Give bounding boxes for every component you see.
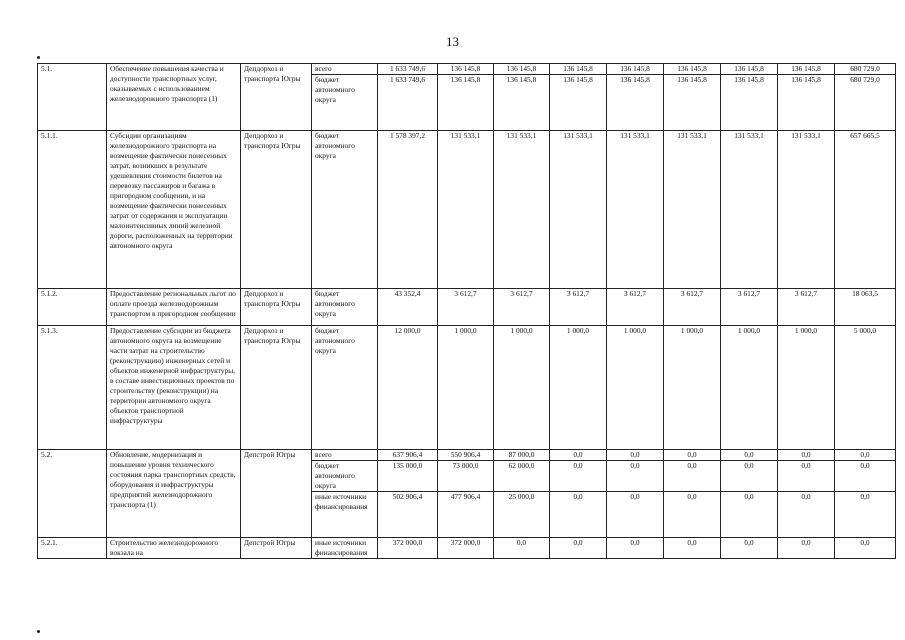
row-name: Предоставление региональных льгот по оплате проезда железнодорожным транспортом в пригородном сообщении [107, 288, 241, 325]
row-code: 5.1.1. [38, 130, 107, 288]
value-cell: 0,0 [721, 449, 778, 460]
value-cell: 0,0 [664, 460, 721, 491]
value-cell: 372 000,0 [378, 537, 438, 558]
value-cell: 0,0 [664, 537, 721, 558]
value-cell: 372 000,0 [438, 537, 494, 558]
row-executor: Депдорхоз и транспорта Югры [241, 288, 312, 325]
row-executor: Депстрой Югры [241, 449, 312, 537]
value-cell: 0,0 [664, 449, 721, 460]
value-cell: 0,0 [778, 537, 835, 558]
value-cell: 136 145,8 [494, 74, 550, 130]
value-cell: 3 612,7 [550, 288, 607, 325]
value-cell: 1 000,0 [550, 325, 607, 449]
row-code: 5.2. [38, 449, 107, 537]
row-source: бюджет автономного округа [312, 130, 378, 288]
row-executor: Депдорхоз и транспорта Югры [241, 325, 312, 449]
value-cell: 136 145,8 [778, 74, 835, 130]
margin-mark-top [37, 56, 40, 59]
value-cell: 680 729,0 [835, 74, 896, 130]
row-code: 5.1.2. [38, 288, 107, 325]
row-source: всего [312, 449, 378, 460]
value-cell: 87 000,0 [494, 449, 550, 460]
value-cell: 657 665,5 [835, 130, 896, 288]
row-name: Обновление, модернизация и повышение уровня технического состояния парка транспортных средств, оборудования и инфраструктуры предприятий железнодорожного транспорта (1) [107, 449, 241, 537]
row-source: бюджет автономного округа [312, 460, 378, 491]
value-cell: 131 533,1 [664, 130, 721, 288]
value-cell: 131 533,1 [494, 130, 550, 288]
value-cell: 3 612,7 [778, 288, 835, 325]
value-cell: 136 145,8 [607, 64, 664, 75]
value-cell: 136 145,8 [550, 64, 607, 75]
value-cell: 1 000,0 [778, 325, 835, 449]
value-cell: 136 145,8 [664, 74, 721, 130]
row-source: бюджет автономного округа [312, 288, 378, 325]
value-cell: 0,0 [550, 491, 607, 537]
row-name: Обеспечение повышения качества и доступности транспортных услуг, оказываемых с использованием железнодорожного транспорта (1) [107, 64, 241, 131]
value-cell: 3 612,7 [607, 288, 664, 325]
value-cell: 0,0 [721, 460, 778, 491]
value-cell: 136 145,8 [664, 64, 721, 75]
value-cell: 477 906,4 [438, 491, 494, 537]
value-cell: 0,0 [778, 491, 835, 537]
row-code: 5.2.1. [38, 537, 107, 558]
value-cell: 1 633 749,6 [378, 64, 438, 75]
table-row [38, 288, 896, 325]
value-cell: 3 612,7 [494, 288, 550, 325]
value-cell: 0,0 [550, 460, 607, 491]
value-cell: 0,0 [494, 537, 550, 558]
value-cell: 0,0 [550, 537, 607, 558]
row-source: бюджет автономного округа [312, 74, 378, 130]
row-source: бюджет автономного округа [312, 325, 378, 449]
row-executor: Депстрой Югры [241, 537, 312, 558]
value-cell: 1 000,0 [664, 325, 721, 449]
value-cell: 3 612,7 [438, 288, 494, 325]
value-cell: 0,0 [550, 449, 607, 460]
value-cell: 1 000,0 [721, 325, 778, 449]
value-cell: 25 000,0 [494, 491, 550, 537]
row-source: всего [312, 64, 378, 75]
value-cell: 136 145,8 [494, 64, 550, 75]
value-cell: 0,0 [607, 491, 664, 537]
value-cell: 0,0 [664, 491, 721, 537]
value-cell: 0,0 [778, 449, 835, 460]
value-cell: 136 145,8 [550, 74, 607, 130]
row-name: Субсидии организациям железнодорожного транспорта на возмещение фактически понесенных затрат, возникших в результате удешевления стоимости билетов на перевозку пассажиров и багажа в пригородном сообщении, и на возмещение фактически понесенных затрат от содержания и эксплуатации малоинтенсивных линий железной дороги, расположенных на территории автономного округа [107, 130, 241, 288]
value-cell: 680 729,0 [835, 64, 896, 75]
value-cell: 131 533,1 [550, 130, 607, 288]
value-cell: 550 906,4 [438, 449, 494, 460]
value-cell: 0,0 [835, 491, 896, 537]
value-cell: 43 352,4 [378, 288, 438, 325]
value-cell: 0,0 [721, 491, 778, 537]
table-row [38, 325, 896, 449]
value-cell: 0,0 [721, 537, 778, 558]
value-cell: 131 533,1 [778, 130, 835, 288]
value-cell: 136 145,8 [438, 64, 494, 75]
value-cell: 0,0 [835, 449, 896, 460]
row-name: Строительство железнодорожного вокзала на [107, 537, 241, 558]
table-row [38, 130, 896, 288]
row-source: иные источники финансирования [312, 491, 378, 537]
row-code: 5.1. [38, 64, 107, 131]
value-cell: 3 612,7 [721, 288, 778, 325]
row-code: 5.1.3. [38, 325, 107, 449]
value-cell: 62 000,0 [494, 460, 550, 491]
value-cell: 0,0 [778, 460, 835, 491]
value-cell: 135 000,0 [378, 460, 438, 491]
value-cell: 5 000,0 [835, 325, 896, 449]
value-cell: 0,0 [607, 460, 664, 491]
value-cell: 136 145,8 [721, 64, 778, 75]
row-source: иные источники финансирования [312, 537, 378, 558]
value-cell: 3 612,7 [664, 288, 721, 325]
margin-mark-bottom [37, 630, 40, 633]
value-cell: 131 533,1 [438, 130, 494, 288]
table-row [38, 64, 896, 75]
value-cell: 136 145,8 [778, 64, 835, 75]
value-cell: 0,0 [835, 460, 896, 491]
value-cell: 73 000,0 [438, 460, 494, 491]
value-cell: 136 145,8 [438, 74, 494, 130]
value-cell: 1 633 749,6 [378, 74, 438, 130]
value-cell: 1 000,0 [607, 325, 664, 449]
row-executor: Депдорхоз и транспорта Югры [241, 130, 312, 288]
value-cell: 502 906,4 [378, 491, 438, 537]
value-cell: 1 000,0 [494, 325, 550, 449]
value-cell: 1 578 397,2 [378, 130, 438, 288]
row-executor: Депдорхоз и транспорта Югры [241, 64, 312, 131]
value-cell: 18 063,5 [835, 288, 896, 325]
row-name: Предоставление субсидии из бюджета автономного округа на возмещение части затрат на строительство (реконструкцию) инженерных сетей и объектов инженерной инфраструктуры, в составе инвестиционных проектов по строительству (реконструкции) на территории автономного округа объектов транспортной инфраструктуры [107, 325, 241, 449]
table-row [38, 449, 896, 460]
value-cell: 0,0 [607, 537, 664, 558]
value-cell: 131 533,1 [721, 130, 778, 288]
page-number: 13 [446, 34, 459, 49]
value-cell: 136 145,8 [607, 74, 664, 130]
value-cell: 12 000,0 [378, 325, 438, 449]
funding-table [37, 63, 896, 559]
value-cell: 1 000,0 [438, 325, 494, 449]
value-cell: 136 145,8 [721, 74, 778, 130]
value-cell: 0,0 [835, 537, 896, 558]
table-row [38, 537, 896, 558]
value-cell: 0,0 [607, 449, 664, 460]
value-cell: 131 533,1 [607, 130, 664, 288]
value-cell: 637 906,4 [378, 449, 438, 460]
